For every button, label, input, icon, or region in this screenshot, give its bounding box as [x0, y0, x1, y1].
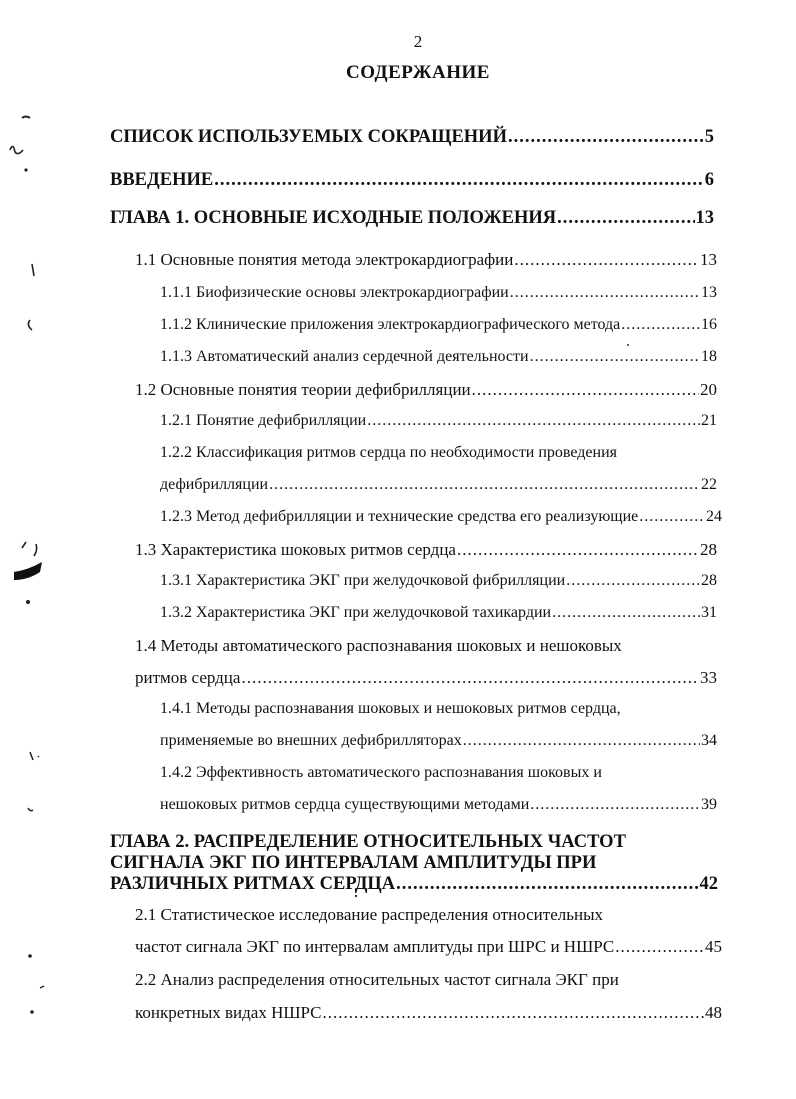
- toc-entry-line: 1.4 Методы автоматического распознавания шоковых и нешоковых: [135, 636, 622, 655]
- toc-entry-line: СИГНАЛА ЭКГ ПО ИНТЕРВАЛАМ АМПЛИТУДЫ ПРИ: [110, 853, 597, 873]
- toc-entry-text: ГЛАВА 1. ОСНОВНЫЕ ИСХОДНЫЕ ПОЛОЖЕНИЯ: [110, 208, 557, 228]
- toc-entry-page: 13: [701, 284, 717, 301]
- toc-entry-page: 21: [701, 412, 717, 429]
- scan-blot: [14, 562, 42, 580]
- toc-entry-page: 20: [700, 380, 717, 399]
- scan-speck: [22, 542, 37, 556]
- toc-entry-text: СПИСОК ИСПОЛЬЗУЕМЫХ СОКРАЩЕНИЙ: [110, 127, 507, 147]
- toc-entry-text: ритмов сердца: [135, 668, 241, 687]
- toc-entry-page: 13: [700, 250, 717, 269]
- toc-entry-line: ГЛАВА 2. РАСПРЕДЕЛЕНИЕ ОТНОСИТЕЛЬНЫХ ЧАСТОТ: [110, 832, 626, 852]
- toc-entry-text: 1.1.1 Биофизические основы электрокардиографии: [160, 284, 509, 301]
- scan-speck: [26, 600, 30, 604]
- toc-entry-page: 33: [700, 668, 717, 687]
- toc-entry-text: применяемые во внешних дефибрилляторах: [160, 732, 462, 749]
- scan-speck: [355, 895, 357, 897]
- toc-entry-page: 39: [701, 796, 717, 813]
- scan-speck: [24, 168, 27, 171]
- toc-entry-page: 5: [704, 127, 714, 147]
- toc-entry-text: РАЗЛИЧНЫХ РИТМАХ СЕРДЦА: [110, 874, 396, 894]
- toc-entry-text: 1.2.1 Понятие дефибрилляции: [160, 412, 367, 429]
- toc-entry-text: дефибрилляции: [160, 476, 269, 493]
- toc-entry-line: 1.2.2 Классификация ритмов сердца по необходимости проведения: [160, 444, 618, 461]
- scan-speck: [40, 986, 44, 988]
- toc-entry-line: 2.1 Статистическое исследование распределения относительных: [135, 905, 603, 924]
- toc-entry-page: 31: [701, 604, 717, 621]
- toc-entry-line: 2.2 Анализ распределения относительных частот сигнала ЭКГ при: [135, 970, 619, 989]
- scan-speck: [30, 752, 39, 760]
- toc-entry-page: 24: [706, 508, 722, 525]
- toc-entry-page: 34: [701, 732, 717, 749]
- toc-entry-text: конкретных видах НШРС: [135, 1003, 322, 1022]
- scan-speck: [28, 320, 32, 330]
- toc-entry-page: 13: [695, 208, 714, 228]
- scan-speck: [10, 146, 23, 153]
- toc-entry-text: 1.2 Основные понятия теории дефибрилляции: [135, 380, 471, 399]
- scan-speck: [30, 1010, 34, 1014]
- toc-entry-text: частот сигнала ЭКГ по интервалам амплитуды при ШРС и НШРС: [135, 937, 615, 956]
- toc-entry-text: 1.1 Основные понятия метода электрокардиографии: [135, 250, 514, 269]
- scan-speck: [627, 344, 629, 346]
- toc-entry-page: 45: [705, 937, 722, 956]
- toc-entry-text: нешоковых ритмов сердца существующими методами: [160, 796, 530, 813]
- page-title: СОДЕРЖАНИЕ: [346, 62, 490, 83]
- toc-entry-page: 18: [701, 348, 717, 365]
- toc-entry-text: 1.3.2 Характеристика ЭКГ при желудочковой тахикардии: [160, 604, 552, 621]
- toc-entry-page: 22: [701, 476, 717, 493]
- toc-entry-text: 1.1.3 Автоматический анализ сердечной деятельности: [160, 348, 529, 365]
- toc-entry-line: 1.4.2 Эффективность автоматического распознавания шоковых и: [160, 764, 602, 781]
- toc-entry-page: 6: [704, 170, 714, 190]
- scan-speck: [32, 264, 34, 276]
- scan-speck: [22, 117, 30, 119]
- toc-entry-line: 1.4.1 Методы распознавания шоковых и нешоковых ритмов сердца,: [160, 700, 621, 717]
- toc-entry-page: 28: [700, 540, 717, 559]
- toc-entry-page: 28: [701, 572, 717, 589]
- toc-entry-text: ВВЕДЕНИЕ: [110, 170, 214, 190]
- toc-entry-text: 1.3.1 Характеристика ЭКГ при желудочковой фибрилляции: [160, 572, 566, 589]
- toc-entry-page: 16: [701, 316, 717, 333]
- toc-entry-page: 48: [705, 1003, 722, 1022]
- scan-speck: [28, 954, 32, 958]
- scan-speck: [28, 808, 33, 811]
- toc-entry-page: 42: [699, 874, 718, 894]
- toc-entry-text: 1.3 Характеристика шоковых ритмов сердца: [135, 540, 456, 559]
- toc-entry-text: 1.1.2 Клинические приложения электрокардиографического метода: [160, 316, 621, 333]
- toc-entry-text: 1.2.3 Метод дефибрилляции и технические средства его реализующие: [160, 508, 639, 525]
- page-number: 2: [413, 32, 423, 51]
